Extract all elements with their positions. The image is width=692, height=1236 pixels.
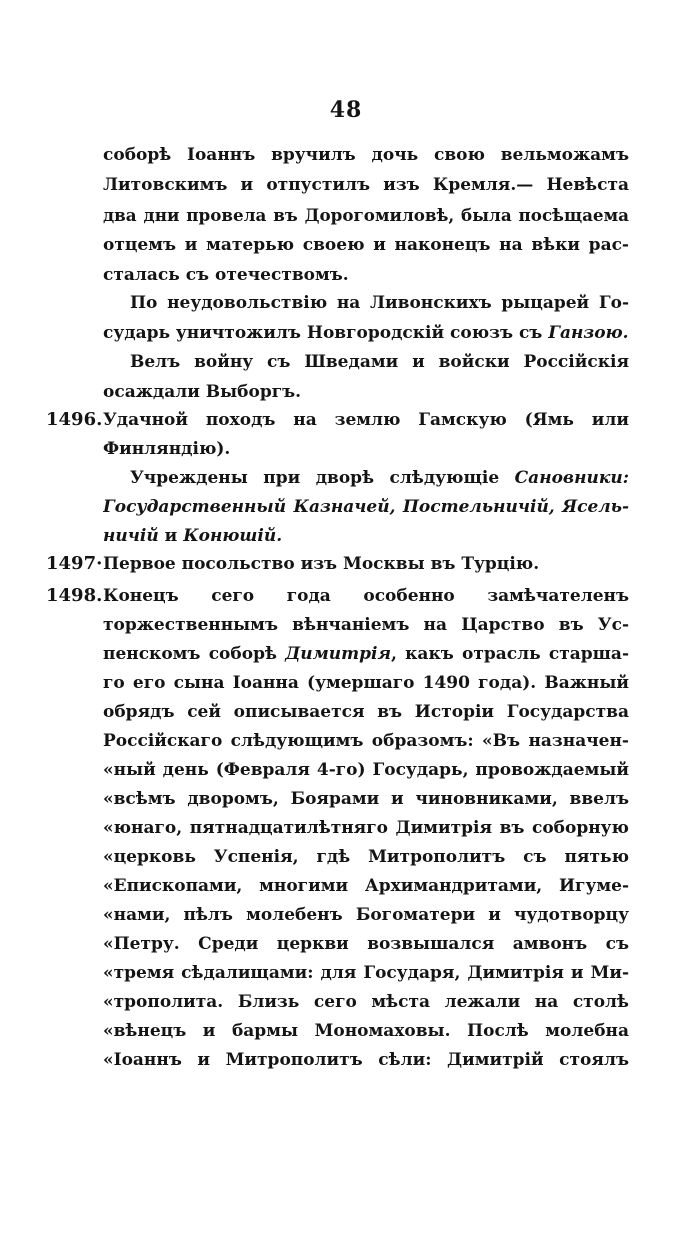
text-line: Россійскаго слѣдующимъ образомъ: «Въ назначен-	[103, 731, 629, 751]
text-run: ничій	[103, 526, 159, 546]
text-line: Государственный Казначей, Постельничій, Ясель-	[103, 497, 629, 517]
text-line: Первое посольство изъ Москвы въ Турцію.	[103, 554, 540, 574]
text-line: два дни провела въ Дорогомиловѣ, была посѣщаема	[103, 205, 629, 225]
text-line: торжественнымъ вѣнчаніемъ на Царство въ Ус-	[103, 615, 629, 635]
text-line: «тремя сѣдалищами: для Государя, Димитрія и Ми-	[103, 963, 629, 983]
text-line: осаждали Выборгъ.	[103, 382, 302, 402]
text-line: отцемъ и матерью своею и наконецъ на вѣки рас-	[103, 235, 629, 255]
text-line	[103, 639, 629, 669]
text-run: сударь уничтожилъ Новгородскій союзъ съ	[103, 323, 549, 343]
text-line: сталась съ отечествомъ.	[103, 265, 349, 285]
year-marker-1498: 1498.	[46, 585, 103, 606]
text-line: «вѣнецъ и бармы Мономаховы. Послѣ молебна	[103, 1021, 629, 1041]
term-sanovniki: Сановники:	[514, 468, 629, 488]
year-marker-1497: 1497·	[46, 553, 103, 574]
page-number: 48	[329, 97, 363, 123]
text-line: «юнаго, пятнадцатилѣтняго Димитрія въ соборную	[103, 818, 629, 838]
text-run: пенскомъ соборѣ	[103, 644, 286, 664]
text-line: обрядъ сей описывается въ Исторіи Государства	[103, 702, 629, 722]
text-run: Конюшій.	[183, 526, 283, 546]
term-hansa: Ганзою.	[548, 323, 629, 343]
text-line: Финляндію).	[103, 439, 231, 459]
text-line: «всѣмъ дворомъ, Боярами и чиновниками, ввелъ	[103, 789, 629, 809]
text-run: и	[158, 526, 184, 546]
text-line: «церковь Успенія, гдѣ Митрополитъ съ пятью	[103, 847, 629, 867]
text-line: «Петру. Среди церкви возвышался амвонъ съ	[103, 934, 629, 954]
text-line	[103, 521, 629, 551]
text-line: «трополита. Близь сего мѣста лежали на столѣ	[103, 992, 629, 1012]
text-line	[103, 318, 629, 348]
text-line: «Епископами, многими Архимандритами, Игуме-	[103, 876, 629, 896]
text-line	[130, 463, 629, 493]
text-run: Учреждены при дворѣ слѣдующіе	[130, 468, 515, 488]
text-line: соборѣ Іоаннъ вручилъ дочь свою вельможамъ	[103, 145, 629, 165]
text-line: Велъ войну съ Шведами и войски Россійскія	[130, 352, 629, 372]
text-line: Литовскимъ и отпустилъ изъ Кремля.— Невѣста	[103, 175, 629, 195]
text-run: , какъ отрасль старша-	[391, 644, 629, 664]
text-line: Удачной походъ на землю Гамскую (Ямь или	[103, 410, 629, 430]
text-line: «нами, пѣлъ молебенъ Богоматери и чудотворцу	[103, 905, 629, 925]
text-line: По неудовольствію на Ливонскихъ рыцарей Го-	[130, 293, 629, 313]
text-line: Конецъ сего года особенно замѣчателенъ	[103, 586, 629, 606]
year-marker-1496: 1496.	[46, 409, 103, 430]
text-line: «Іоаннъ и Митрополитъ сѣли: Димитрій стоялъ	[103, 1050, 629, 1070]
text-line: «ный день (Февраля 4-го) Государь, провождаемый	[103, 760, 629, 780]
name-dimitry: Димитрія	[285, 644, 392, 664]
text-line: го его сына Іоанна (умершаго 1490 года). Важный	[103, 673, 629, 693]
